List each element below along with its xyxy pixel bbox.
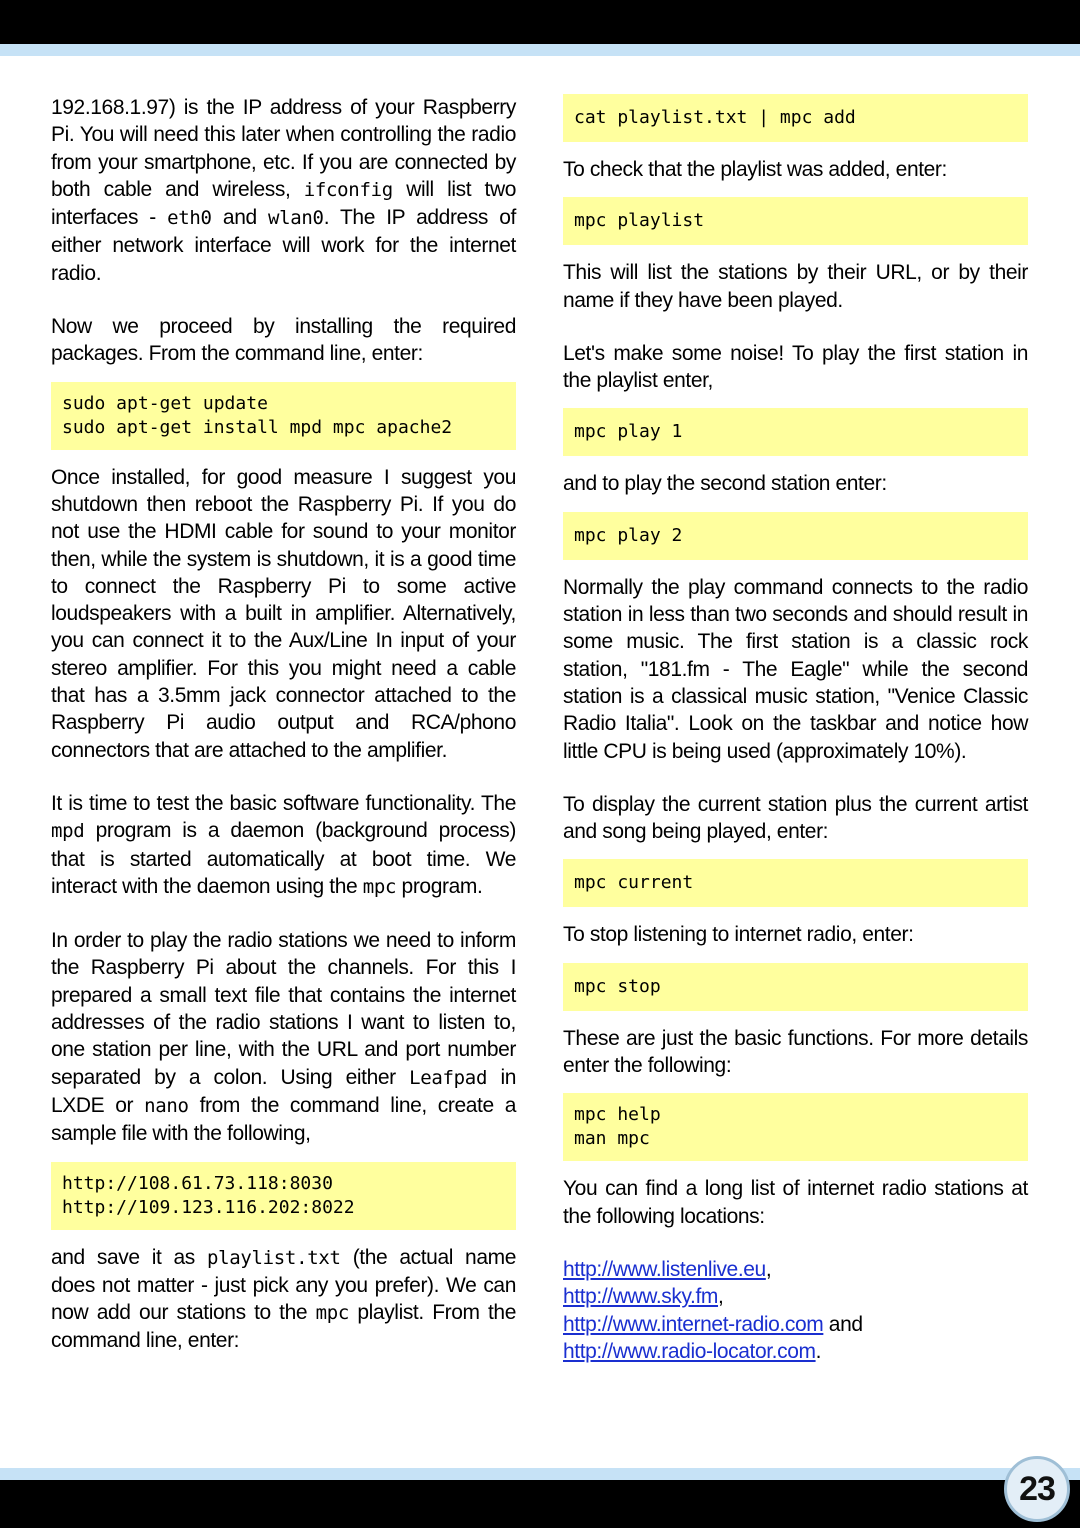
paragraph-make-noise: Let's make some noise! To play the first station in the playlist enter, — [563, 341, 1028, 393]
text-run: In order to play the radio stations we need to inform the Raspberry Pi about the channels. For this I prepared a small text file that contains the internet addresses of the radio stations I want to listen to, one station per line, with the URL and port number separated by a colon. Using either — [51, 929, 516, 1089]
inline-code-nano: nano — [144, 1094, 189, 1117]
text-run: program. — [396, 874, 483, 898]
code-block-mpc-playlist: mpc playlist — [563, 197, 1028, 245]
code-line: sudo apt-get install mpd mpc apache2 — [62, 416, 453, 438]
paragraph-save-playlist — [51, 1244, 516, 1355]
link-line — [563, 1338, 1028, 1365]
link-line — [563, 1311, 1028, 1338]
paragraph-check-playlist: To check that the playlist was added, enter: — [563, 158, 947, 181]
code-block-mpc-add: cat playlist.txt | mpc add — [563, 94, 1028, 142]
text-run: program is a daemon (background process) that is started automatically at boot time. We interact with the daemon using the — [51, 819, 516, 898]
page-number-badge: 23 — [1004, 1456, 1070, 1522]
code-block-station-urls — [51, 1162, 516, 1230]
code-line: mpc help — [574, 1104, 661, 1126]
paragraph-radio-channels — [51, 927, 516, 1147]
text-run: and save it as — [51, 1245, 207, 1269]
inline-code-leafpad: Leafpad — [409, 1066, 488, 1089]
code-block-mpc-stop: mpc stop — [563, 963, 1028, 1011]
code-line: http://109.123.116.202:8022 — [62, 1196, 355, 1218]
inline-code-eth0: eth0 — [167, 207, 212, 230]
code-block-apt-get — [51, 382, 516, 450]
left-column — [51, 94, 516, 1355]
inline-code-mpc: mpc — [315, 1302, 349, 1325]
text-run: , — [718, 1285, 724, 1309]
code-line: sudo apt-get update — [62, 392, 268, 414]
paragraph-stop-listening: To stop listening to internet radio, enter: — [563, 923, 914, 947]
paragraph-station-lists: You can find a long list of internet radio stations at the following locations: — [563, 1177, 1028, 1228]
paragraph-display-current: To display the current station plus the current artist and song being played, enter: — [563, 792, 1028, 844]
code-block-mpc-help — [563, 1093, 1028, 1161]
code-block-mpc-play-1: mpc play 1 — [563, 408, 1028, 456]
link-list — [563, 1256, 1028, 1365]
text-run: (the actual name does not matter - just pick any you prefer). We can now add our stations to the — [51, 1245, 516, 1325]
text-run: 192.168.1.97) is the IP address of your Raspberry Pi. You will need this later when controlling the radio from your smartphone, etc. If you are connected by both cable and wireless, — [51, 96, 516, 201]
top-black-bar — [0, 0, 1080, 44]
code-line: man mpc — [574, 1128, 650, 1150]
code-block-mpc-current: mpc current — [563, 859, 1028, 907]
link-line — [563, 1283, 1028, 1310]
paragraph-test-software — [51, 790, 516, 901]
text-run: and — [211, 206, 268, 230]
paragraph-reboot-speakers: Once installed, for good measure I suggest you shutdown then reboot the Raspberry Pi. If you do not use the HDMI cable for sound to your monitor then, while the system is shutdown, it is a good time to connect the Raspberry Pi to some active loudspeakers with a built in amplifier. Alternatively, you can connect it to the Aux/Line In input of your stereo amplifier. For this you might need a cable that has a 3.5mm jack connector attached to the Raspberry Pi audio output and RCA/phono connectors that are attached to the amplifier. — [51, 465, 516, 762]
link-line — [563, 1256, 1028, 1283]
link-internet-radio[interactable]: http://www.internet-radio.com — [563, 1312, 824, 1336]
link-radio-locator[interactable]: http://www.radio-locator.com — [563, 1339, 816, 1363]
text-run: in LXDE or — [51, 1065, 517, 1117]
paragraph-ip-address — [51, 94, 516, 287]
inline-code-mpd: mpd — [51, 820, 85, 843]
text-run: It is time to test the basic software functionality. The — [51, 791, 516, 815]
link-listenlive[interactable]: http://www.listenlive.eu — [563, 1257, 766, 1281]
inline-code-ifconfig: ifconfig — [303, 178, 393, 201]
paragraph-second-station: and to play the second station enter: — [563, 472, 887, 496]
paragraph-list-stations: This will list the stations by their URL, or by their name if they have been played. — [563, 261, 1028, 312]
paragraph-play-command: Normally the play command connects to the radio station in less than two seconds and should result in some music. The first station is a classic rock station, "181.fm - The Eagle" while the second station is a classical music station, "Venice Classic Radio Italia". Look on the taskbar and notice how little CPU is being used (approximately 10%). — [563, 575, 1028, 763]
right-column — [563, 94, 1028, 1365]
text-run: from the command line, create a sample file with the following, — [51, 1093, 517, 1146]
code-line: http://108.61.73.118:8030 — [62, 1172, 333, 1194]
code-block-mpc-play-2: mpc play 2 — [563, 512, 1028, 560]
top-blue-stripe — [0, 44, 1080, 56]
text-run: . — [815, 1339, 822, 1363]
text-run: . The IP address of either network interface will work for the internet radio. — [51, 206, 516, 285]
paragraph-install-packages: Now we proceed by installing the required packages. From the command line, enter: — [51, 315, 516, 366]
link-sky-fm[interactable]: http://www.sky.fm — [563, 1285, 719, 1309]
inline-code-wlan0: wlan0 — [268, 207, 324, 230]
text-run: and — [823, 1312, 863, 1336]
inline-code-playlist-file: playlist.txt — [206, 1246, 341, 1269]
text-run: , — [765, 1257, 772, 1281]
text-run: playlist. From the command line, enter: — [51, 1301, 516, 1353]
bottom-black-bar — [0, 1480, 1080, 1528]
inline-code-mpc: mpc — [362, 875, 397, 898]
bottom-blue-stripe — [0, 1468, 1080, 1480]
paragraph-basic-functions: These are just the basic functions. For more details enter the following: — [563, 1026, 1028, 1078]
text-run: will list two interfaces - — [51, 177, 516, 230]
